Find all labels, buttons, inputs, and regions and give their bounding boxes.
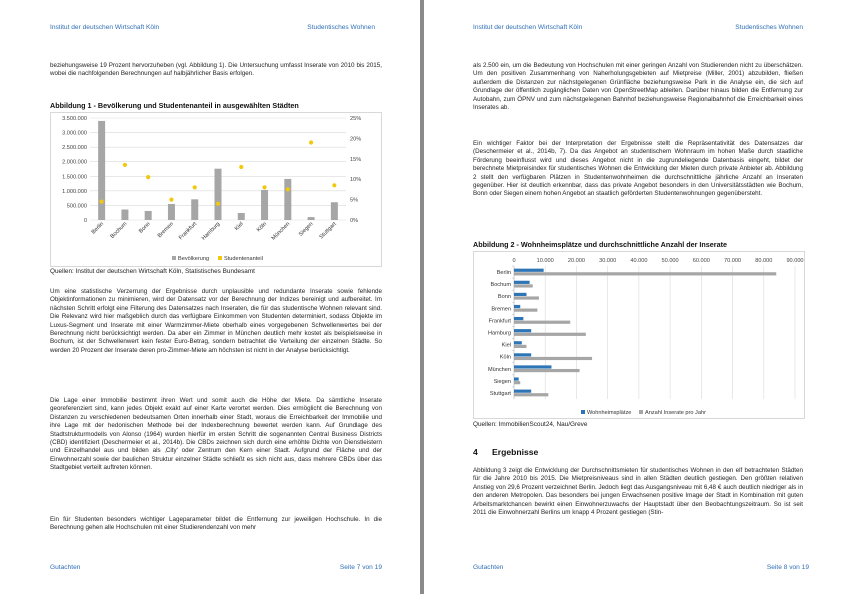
x-tick-label: 20.000 [567, 258, 585, 264]
header-institute: Institut der deutschen Wirtschaft Köln [473, 24, 583, 31]
bar-listings-per-year [514, 357, 592, 360]
bar-population [191, 199, 198, 220]
category-label: München [270, 221, 292, 242]
x-tick-label: 10.000 [536, 258, 554, 264]
bar-listings-per-year [514, 393, 548, 396]
x-tick-label: 30.000 [599, 258, 617, 264]
figure-1-title: Abbildung 1 - Bevölkerung und Studentenanteil in ausgewählten Städten [50, 101, 299, 110]
y-tick-label: 3.500.000 [62, 116, 87, 122]
bar-dorm-places [514, 365, 551, 368]
point-student-share [146, 175, 150, 179]
category-label: Kiel [233, 221, 245, 233]
category-label: Siegen [297, 221, 315, 238]
paragraph-results: Abbildung 3 zeigt die Entwicklung der Durchschnittsmieten für studentisches Wohnen in den elf betrachteten Städten für die Jahre 2010 bis 2015. Die Mietpreisniveaus sind in allen Städten deutlich gestiegen. Den größten relativen Anstieg von 29,6 Prozent verzeichnet Berlin. Jedoch liegt das Ausgangsniveau mit 6,48 € auch deutlich niedriger als in den anderen Metropolen. Das besonders bei jungen Erwachsenen positive Image der Stadt in Kombination mit guten Arbeitsmarktchancen bewirkt einen Einwohnerzuwachs der Hauptstadt über den Beobachtungszeitraum. So ist seit 2011 die Einwohnerzahl Berlins um knapp 4 Prozent gestiegen (Stin- [473, 467, 803, 517]
paragraph-distances: als 2.500 ein, um die Bedeutung von Hochschulen mit einer geringen Anzahl von Studierenden nicht zu überschätzen. Um den positiven Zusammenhang von Naherholungsgebieten auf Mietpreise (Miller, 2001) abzubilden, fließen außerdem die Distanzen zur nächstgelegenen Grünfläche beziehungsweise Park in die Analyse ein, die sich auf Grundlage der öffentlich zugänglichen Daten von OpenStreetMap ableiten. Darüber hinaus bilden die Entfernung zur Autobahn, zum ÖPNV und zum nächstgelegenen Bahnhof beziehungsweise Regionalbahnhof die Erreichbarkeit eines Inserates ab. [473, 62, 803, 112]
footer-page-number: Seite 8 von 19 [766, 564, 809, 571]
section-title: Ergebnisse [492, 447, 539, 457]
legend-swatch-population [172, 256, 176, 260]
x-tick-label: 70.000 [724, 258, 742, 264]
bar-dorm-places [514, 281, 530, 284]
category-label: Stuttgart [489, 390, 511, 397]
bar-dorm-places [514, 341, 522, 344]
y-tick-label: 2.500.000 [62, 145, 87, 152]
category-label: München [487, 366, 511, 373]
category-label: Frankfurt [488, 318, 511, 325]
point-student-share [216, 202, 220, 206]
bar-listings-per-year [514, 369, 580, 372]
x-tick-label: 0 [512, 258, 516, 264]
bar-dorm-places [514, 269, 544, 272]
bar-listings-per-year [514, 345, 526, 348]
footer-page-number: Seite 7 von 19 [339, 564, 382, 571]
figure-2-source: Quellen: ImmobilienScout24, Nau/Greve [473, 421, 588, 428]
bar-listings-per-year [514, 284, 533, 287]
y-tick-label: 2.000.000 [62, 159, 87, 166]
y-tick-label: 1.500.000 [62, 174, 87, 181]
category-label: Berlin [90, 221, 106, 236]
category-label: Siegen [493, 378, 511, 385]
x-tick-label: 90.000 [786, 258, 804, 264]
category-label: Frankfurt [178, 221, 199, 242]
category-label: Bochum [490, 282, 511, 289]
section-number: 4 [473, 447, 478, 457]
header-topic: Studentisches Wohnen [735, 24, 803, 31]
bar-population [331, 202, 338, 220]
y-tick-label: 3.000.000 [62, 130, 87, 137]
category-label: Berlin [496, 270, 511, 277]
category-label: Bochum [109, 221, 129, 240]
bar-population [121, 210, 128, 220]
bar-listings-per-year [514, 309, 537, 312]
bar-population [261, 190, 268, 220]
category-label: Bremen [156, 221, 175, 240]
bar-dorm-places [514, 329, 531, 332]
legend-label: Wohnheimsplätze [587, 410, 632, 416]
legend-swatch-student-share [218, 256, 222, 260]
y2-tick-label: 10% [350, 177, 362, 184]
figure-1-chart [50, 112, 382, 267]
bar-listings-per-year [514, 321, 570, 324]
page-7 [0, 0, 420, 594]
category-label: Köln [499, 354, 511, 361]
paragraph-university-distance: Ein für Studenten besonders wichtiger Lageparameter bildet die Entfernung zur jeweiligen Hochschule. In die Berechnung gehen alle Hochschulen mit einer Studierendenzahl von mehr [50, 516, 382, 532]
category-label: Hamburg [487, 330, 511, 337]
legend-swatch-listings [639, 410, 643, 414]
y2-tick-label: 5% [350, 197, 359, 204]
category-label: Bonn [138, 221, 152, 235]
figure-2-title: Abbildung 2 - Wohnheimsplätze und durchschnittliche Anzahl der Inserate [473, 240, 727, 249]
header-institute: Institut der deutschen Wirtschaft Köln [50, 24, 160, 31]
x-tick-label: 40.000 [630, 258, 648, 264]
bar-dorm-places [514, 293, 526, 296]
y2-tick-label: 15% [350, 156, 362, 163]
footer-label: Gutachten [473, 564, 504, 571]
y-tick-label: 0 [83, 218, 87, 224]
bar-population [98, 121, 105, 220]
point-student-share [332, 183, 336, 187]
point-student-share [309, 140, 313, 144]
x-tick-label: 50.000 [661, 258, 679, 264]
legend-label: Anzahl Inserate pro Jahr [645, 410, 706, 416]
bar-population [215, 169, 222, 220]
bar-dorm-places [514, 317, 523, 320]
legend-label: Bevölkerung [178, 256, 210, 262]
legend-label: Studentenanteil [224, 256, 263, 262]
category-label: Stuttgart [318, 221, 338, 241]
paragraph-location: Die Lage einer Immobilie bestimmt ihren Wert und somit auch die Höhe der Miete. Da sämtliche Inserate georeferenziert sind, kann jedes Objekt exakt auf einer Karte verortet werden. Dies ermöglicht die Berechnung von Distanzen zu verschiedenen bedeutsamen Orten innerhalb einer Stadt, woraus die Erreichbarkeit der Immobilie und ihre Lage mit der hedonischen Methode bei der Indexberechnung bewertet werden kann. Auf Grundlage des Stadtstrukturmodells von Alonso (1964) wurden hierfür im ersten Schritt die sogenannten Central Business Districts (CBD) identifiziert (Deschermeier et al., 2014b). Die CBDs zeichnen sich durch eine erhöhte Dichte von Dienstleistern und Einzelhandel aus und bilden als ‚City' oder Zentrum den Kern einer Stadt. Aufgrund der Fläche und der Einwohnerzahl sowie der baulichen Struktur einzelner Städte schließt es sich nicht aus, dass mehrere CBDs über das Stadtgebiet verteilt auftreten können. [50, 397, 382, 472]
figure-1-source: Quellen: Institut der deutschen Wirtschaft Köln, Statistisches Bundesamt [50, 268, 255, 275]
footer-label: Gutachten [50, 564, 81, 571]
category-label: Bonn [497, 294, 511, 301]
category-label: Kiel [501, 342, 511, 349]
bar-listings-per-year [514, 381, 520, 384]
y-tick-label: 1.000.000 [62, 188, 87, 195]
bar-population [284, 179, 291, 220]
bar-population [308, 217, 315, 220]
bar-dorm-places [514, 390, 531, 393]
x-tick-label: 80.000 [755, 258, 773, 264]
page-8 [424, 0, 843, 594]
bar-population [238, 213, 245, 220]
point-student-share [100, 200, 104, 204]
category-label: Köln [255, 221, 268, 234]
bar-dorm-places [514, 377, 519, 380]
bar-dorm-places [514, 305, 520, 308]
category-label: Hamburg [200, 221, 222, 242]
y2-tick-label: 25% [350, 116, 362, 122]
header-topic: Studentisches Wohnen [307, 24, 375, 31]
x-tick-label: 60.000 [692, 258, 710, 264]
point-student-share [286, 187, 290, 191]
figure-2-chart [473, 251, 805, 419]
point-student-share [123, 163, 127, 167]
intro-paragraph: beziehungsweise 19 Prozent hervorzuheben (vgl. Abbildung 1). Die Untersuchung umfasst Inserate von 2010 bis 2015, wobei die nachfolgenden Berechnungen auf halbjährlicher Basis erfolgen. [50, 62, 382, 78]
category-label: Bremen [491, 306, 511, 313]
point-student-share [193, 185, 197, 189]
point-student-share [239, 165, 243, 169]
bar-population [168, 204, 175, 220]
legend-swatch-dorm-places [581, 410, 585, 414]
bar-population [145, 211, 152, 220]
paragraph-data-cleaning: Um eine statistische Verzerrung der Ergebnisse durch unplausible und redundante Inserate sowie fehlende Objektinformationen zu minimieren, wird der Datensatz vor der Berechnung der Indizes bereinigt und aufbereitet. Im nächsten Schritt erfolgt eine Filterung des Datensatzes nach Inseraten, die für das studentische Wohnen relevant sind. Die Relevanz wird hier maßgeblich durch das verfügbare Einkommen von Studenten determiniert, sodass Objekte im Luxus-Segment und Inserate mit einer Warmzimmer-Miete oberhalb eines vorgegebenen Schwellenwertes bei der Berechnung nicht berücksichtigt werden. Da aber ein Zimmer in München deutlich mehr kostet als beispielsweise in Bochum, ist der Schwellenwert kein fester Euro-Betrag, sondern betrachtet die Verteilung der einzelnen Städte. So werden 20 Prozent der Inserate deren pro-Zimmer-Miete am höchsten ist nicht in der Analyse berücksichtigt. [50, 288, 382, 354]
point-student-share [262, 185, 266, 189]
y2-tick-label: 20% [350, 136, 362, 143]
bar-listings-per-year [514, 296, 539, 299]
bar-dorm-places [514, 353, 531, 356]
bar-listings-per-year [514, 272, 776, 275]
y2-tick-label: 0% [350, 218, 359, 224]
bar-listings-per-year [514, 333, 586, 336]
y-tick-label: 500.000 [66, 203, 87, 210]
point-student-share [169, 198, 173, 202]
paragraph-representativeness: Ein wichtiger Faktor bei der Interpretation der Ergebnisse stellt die Repräsentativität des Datensatzes dar (Deschermeier et al., 2014b, 7). Da das Angebot an studentischem Wohnraum im hohen Maße durch staatliche Förderung beeinflusst wird und dieses Angebot nicht in die zugrundeliegende Datenbasis eingeht, bildet der berechnete Mietpreisindex für studentisches Wohnen die Entwicklung der Mieten durch private Anbieter ab. Abbildung 2 stellt den verfügbaren Plätzen in Studentenwohnheimen die durchschnittliche jährliche Anzahl an Inseraten gegenüber. Hier ist deutlich erkennbar, dass das private Angebot besonders in den Universitätsstädten wie Bochum, Bonn oder Siegen einem hohen Angebot an staatlich geförderten Studentenwohnungen gegenübersteht. [473, 140, 803, 198]
